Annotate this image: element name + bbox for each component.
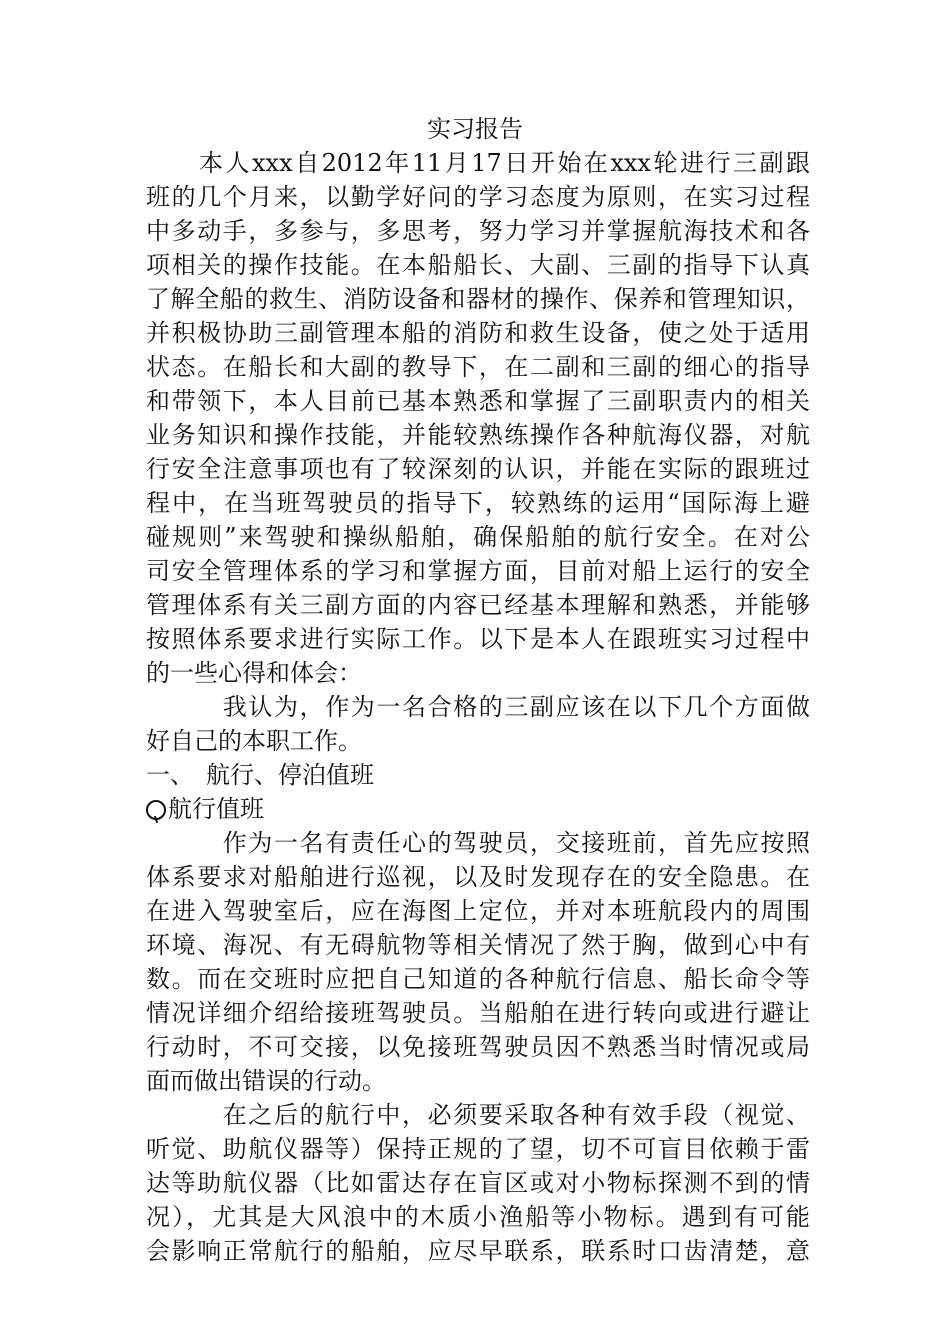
paragraph-line: 作为一名有责任心的驾驶员，交接班前，首先应按照: [146, 829, 810, 857]
paragraph-line: 碰规则”来驾驶和操纵船舶，确保船舶的航行安全。在对公: [146, 523, 810, 551]
paragraph-line: 况），尤其是大风浪中的木质小渔船等小物标。遇到有可能: [146, 1203, 810, 1231]
paragraph-line: 中多动手，多参与，多思考，努力学习并掌握航海技术和各: [146, 217, 810, 245]
paragraph-line: 业务知识和操作技能，并能较熟练操作各种航海仪器，对航: [146, 421, 810, 449]
paragraph-line: 面而做出错误的行动。: [146, 1067, 386, 1095]
paragraph-line: 状态。在船长和大副的教导下，在二副和三副的细心的指导: [146, 353, 810, 381]
paragraph-line: 环境、海况、有无碍航物等相关情况了然于胸，做到心中有: [146, 931, 810, 959]
paragraph-line: 了解全船的救生、消防设备和器材的操作、保养和管理知识，: [146, 285, 810, 313]
paragraph-line: 行安全注意事项也有了较深刻的认识，并能在实际的跟班过: [146, 455, 810, 483]
paragraph-line: 听觉、助航仪器等）保持正规的了望，切不可盲目依赖于雷: [146, 1135, 810, 1163]
paragraph-line: 数。而在交班时应把自己知道的各种航行信息、船长命令等: [146, 965, 810, 993]
bullet-icon: [146, 800, 166, 820]
paragraph-line: 在进入驾驶室后，应在海图上定位，并对本班航段内的周围: [146, 897, 810, 925]
paragraph-line: 和带领下，本人目前已基本熟悉和掌握了三副职责内的相关: [146, 387, 810, 415]
document-title: 实习报告: [427, 115, 523, 143]
paragraph-line: 我认为，作为一名合格的三副应该在以下几个方面做: [146, 693, 810, 721]
paragraph-line: 按照体系要求进行实际工作。以下是本人在跟班实习过程中: [146, 625, 810, 653]
paragraph-line: 情况详细介绍给接班驾驶员。当船舶在进行转向或进行避让: [146, 999, 810, 1027]
paragraph-line: 的一些心得和体会：: [146, 659, 362, 687]
paragraph-line: 在之后的航行中，必须要采取各种有效手段（视觉、: [146, 1101, 810, 1129]
paragraph-line: 并积极协助三副管理本船的消防和救生设备，使之处于适用: [146, 319, 810, 347]
paragraph-line: 达等助航仪器（比如雷达存在盲区或对小物标探测不到的情: [146, 1169, 810, 1197]
paragraph-line: 程中，在当班驾驶员的指导下，较熟练的运用“国际海上避: [146, 489, 810, 517]
paragraph-line: 会影响正常航行的船舶，应尽早联系，联系时口齿清楚，意: [146, 1237, 810, 1265]
paragraph-line: 司安全管理体系的学习和掌握方面，目前对船上运行的安全: [146, 557, 810, 585]
paragraph-line: 管理体系有关三副方面的内容已经基本理解和熟悉，并能够: [146, 591, 810, 619]
paragraph-line: 本人xxx自2012年11月17日开始在xxx轮进行三副跟: [146, 149, 810, 177]
subheading-row: [146, 792, 810, 826]
subheading-text: 航行值班: [168, 795, 264, 823]
paragraph-line: 好自己的本职工作。: [146, 727, 362, 755]
paragraph-line: 体系要求对船舶进行巡视，以及时发现存在的安全隐患。在: [146, 863, 810, 891]
paragraph-line: 项相关的操作技能。在本船船长、大副、三副的指导下认真: [146, 251, 810, 279]
section-heading: 一、 航行、停泊值班: [146, 761, 374, 789]
paragraph-line: 行动时，不可交接，以免接班驾驶员因不熟悉当时情况或局: [146, 1033, 810, 1061]
paragraph-line: 班的几个月来，以勤学好问的学习态度为原则，在实习过程: [146, 183, 810, 211]
